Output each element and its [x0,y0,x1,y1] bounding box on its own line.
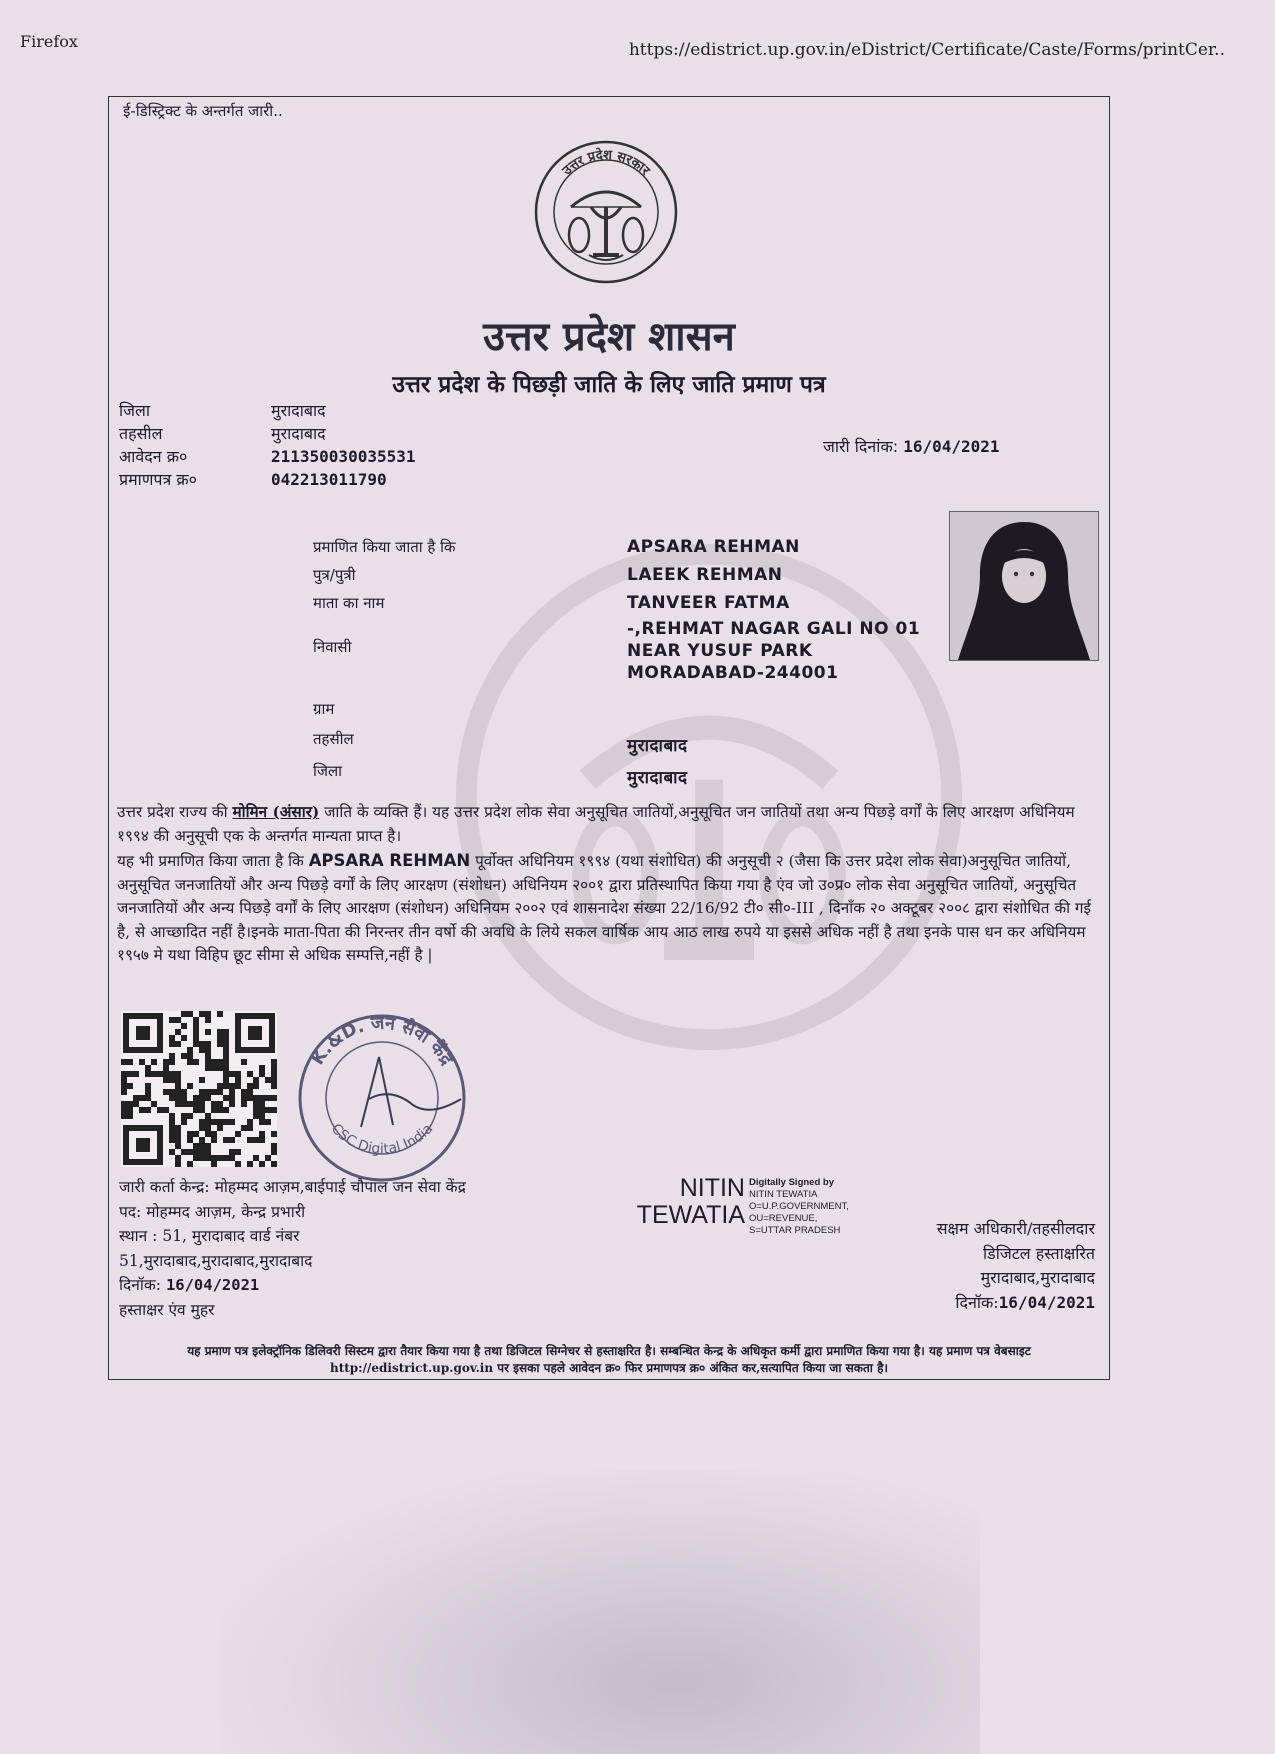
tehsil-value: मुरादाबाद [627,736,688,756]
detail-label: प्रमाणित किया जाता है कि [313,538,456,556]
meta-label: जिला [119,401,151,420]
certificate-meta [119,399,416,491]
meta-label: आवेदन क्र० [119,447,188,466]
meta-value: मुरादाबाद [271,424,326,443]
authority-line-2: डिजिटल हस्ताक्षरित [983,1243,1095,1263]
authority-line-3: मुरादाबाद,मुरादाबाद [980,1268,1095,1287]
authority-date: 16/04/2021 [998,1292,1095,1312]
watermark-emblem [449,537,969,1057]
address-line-1: -,REHMAT NAGAR GALI NO 01 [627,619,921,639]
digital-signature [605,1175,865,1245]
detail-label: पुत्र/पुत्री [313,566,356,584]
issue-date [823,435,1000,457]
browser-label: Firefox [20,32,78,51]
meta-row-application-no [119,445,416,468]
issuing-center [119,1175,466,1322]
detail-label: तहसील [313,730,354,748]
emblem-text: उत्तर प्रदेश सरकार [559,147,653,179]
issuer-date: 16/04/2021 [165,1276,260,1294]
meta-row-district [119,399,416,422]
competent-authority [937,1217,1095,1315]
address-line-3: MORADABAD-244001 [627,663,839,683]
stamp-bottom-text: CSC Digital India [327,1120,437,1158]
meta-value: 211350030035531 [271,447,416,466]
address-line-2: NEAR YUSUF PARK [627,641,813,661]
caste-name: मोमिन (अंसार) [232,803,320,821]
detail-label: माता का नाम [313,594,385,612]
applicant-name: APSARA REHMAN [627,537,800,557]
svg-text:CSC Digital India [328,1121,437,1158]
detail-label: जिला [313,762,343,780]
issuer-center: मोहम्मद आज़म,बाईपाई चौपाल जन सेवा केंद्र [214,1178,466,1196]
para1-text-start: उत्तर प्रदेश राज्य की [117,803,233,821]
signer-name-line-2: TEWATIA [636,1201,745,1229]
district-value: मुरादाबाद [627,768,688,788]
issued-under-note: ई-डिस्ट्रिक्ट के अन्तर्गत जारी.. [123,102,283,120]
para2-text-start: यह भी प्रमाणित किया जाता है कि [117,852,309,870]
issuer-place-row [119,1224,466,1249]
meta-label: तहसील [119,424,163,443]
mother-name: TANVEER FATMA [627,593,790,613]
signer-name-line-1: NITIN [679,1174,745,1202]
signature-details [749,1177,849,1237]
issuer-place-line-1: 51, मुरादाबाद वार्ड नंबर [162,1227,300,1245]
issuer-place-line-2: 51,मुरादाबाद,मुरादाबाद,मुरादाबाद [119,1251,313,1270]
certificate [108,96,1110,1380]
authority-date-row [937,1291,1095,1316]
issuer-date-row [119,1273,466,1298]
issuer-center-label: जारी कर्ता केन्द्र: [119,1178,210,1196]
issuer-center-row [119,1175,466,1200]
issuer-sign-label: हस्ताक्षर एंव मुहर [119,1300,215,1319]
issue-date-label: जारी दिनांक: [823,437,899,456]
para2-text-end: पूर्वोक्त अधिनियम १९९४ (यथा संशोधित) की अनुसूची २ (जैसा कि उत्तर प्रदेश लोक सेवा)अनुसूचित जातियों, अनुसूचित जनजातियों और अन्य पिछड़े वर्गों के लिए आरक्षण (संशोधन) अधिनियम २००१ द्वारा प्रतिस्थापित किया गया है एंव जो उ०प्र० लोक सेवा अनुसूचित जातियों, अनुसूचित जनजातियों और अन्य पिछड़े वर्गों के लिए आरक्षण (संशोधन) अधिनियम २००२ एवं शासनादेश संख्या 22/16/92 टी० सी०-III , दिनाँक २० अक्टूबर २००८ द्वारा संशोधित की गई है, से आच्छादित नहीं है।इनके माता-पिता की निरन्तर तीन वर्षो की अवधि के लिये सकल वार्षिक आय आठ लाख रुपये या इससे अधिक नहीं है तथा इनके पास धन कर अधिनियम १९५७ मे यथा विहिप छूट सीमा से अधिक सम्पत्ति,नहीं है | [117,852,1092,964]
issuer-designation-row [119,1200,466,1225]
issue-date-value: 16/04/2021 [903,437,1000,456]
print-url: https://edistrict.up.gov.in/eDistrict/Certificate/Caste/Forms/printCer.. [628,40,1225,60]
government-title: उत्तर प्रदेश शासन [483,313,735,360]
signature-detail-5: S=UTTAR PRADESH [749,1225,841,1236]
applicant-photo [949,511,1099,661]
signature-detail-2: NITIN TEWATIA [749,1189,818,1200]
scan-smudge [220,1470,980,1754]
issuer-designation: मोहम्मद आज़म, केन्द्र प्रभारी [146,1202,306,1221]
detail-label: ग्राम [313,700,335,718]
issuer-designation-label: पद: [119,1202,142,1221]
creamy-layer-statement [109,849,1097,968]
para1-text-end: जाति के व्यक्ति हैं। यह उत्तर प्रदेश लोक सेवा अनुसूचित जातियों,अनुसूचित जन जातियों तथा अन्य पिछड़े वर्गों के लिए आरक्षण अधिनियम १९९४ की अनुसूची एक के अन्तर्गत मान्यता प्राप्त है। [117,803,1075,845]
meta-label: प्रमाणपत्र क्र० [119,470,197,489]
up-state-emblem [531,137,681,287]
authority-date-label: दिनॉक: [955,1292,999,1312]
meta-value: मुरादाबाद [271,401,326,420]
issuer-place-label: स्थान : [119,1227,158,1245]
qr-code [121,1011,277,1167]
meta-row-tehsil [119,422,416,445]
signer-name [605,1175,745,1229]
detail-label: निवासी [313,638,352,656]
certificate-title: उत्तर प्रदेश के पिछड़ी जाति के लिए जाति प्रमाण पत्र [392,371,826,398]
father-name: LAEEK REHMAN [627,565,783,585]
stamp-text: K.&D. जन सेवा केंद्र [306,1012,458,1069]
signature-detail-4: OU=REVENUE, [749,1213,818,1224]
issuer-date-label: दिनॉक: [119,1276,161,1294]
signature-detail-3: O=U.P.GOVERNMENT, [749,1201,849,1212]
authority-line-1: सक्षम अधिकारी/तहसीलदार [936,1219,1095,1238]
meta-row-certificate-no [119,468,416,491]
para2-applicant-name: APSARA REHMAN [308,851,471,870]
signature-detail-1: Digitally Signed by [749,1177,834,1188]
meta-value: 042213011790 [271,470,387,489]
csc-rubber-stamp [291,1007,473,1189]
svg-text:उत्तर प्रदेश सरकार [559,147,653,179]
verification-note: यह प्रमाण पत्र इलेक्ट्रॉनिक डिलिवरी सिस्टम द्वारा तैयार किया गया है तथा डिजिटल सिग्नेचर से हस्ताक्षरित है। सम्बन्धित केन्द्र के अधिकृत कर्मी द्वारा प्रमाणित किया गया है। यह प्रमाण पत्र वेबसाइट http://edistrict.up.gov.in पर इसका पहले आवेदन क्र० फिर प्रमाणपत्र क्र० अंकित कर,सत्यापित किया जा सकता है। [187,1344,1031,1375]
caste-statement [109,801,1097,848]
